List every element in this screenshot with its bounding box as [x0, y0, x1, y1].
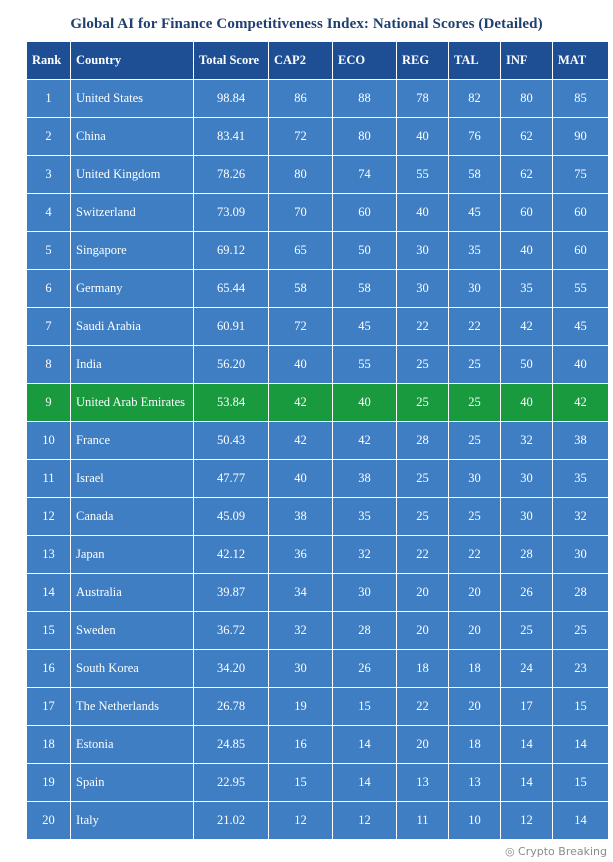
rank-cell: 9 [27, 384, 71, 422]
cap2-cell: 19 [269, 688, 333, 726]
mat-cell: 23 [553, 650, 609, 688]
rank-cell: 5 [27, 232, 71, 270]
eco-cell: 55 [333, 346, 397, 384]
mat-cell: 38 [553, 422, 609, 460]
header-country: Country [71, 42, 194, 80]
total-score-cell: 34.20 [194, 650, 269, 688]
inf-cell: 40 [501, 232, 553, 270]
eco-cell: 50 [333, 232, 397, 270]
country-cell: United Kingdom [71, 156, 194, 194]
eco-cell: 40 [333, 384, 397, 422]
table-row [27, 346, 609, 384]
cap2-cell: 80 [269, 156, 333, 194]
tal-cell: 25 [449, 384, 501, 422]
table-row [27, 688, 609, 726]
header-cap2: CAP2 [269, 42, 333, 80]
country-cell: Italy [71, 802, 194, 840]
rank-cell: 1 [27, 80, 71, 118]
reg-cell: 13 [397, 764, 449, 802]
total-score-cell: 78.26 [194, 156, 269, 194]
mat-cell: 32 [553, 498, 609, 536]
mat-cell: 42 [553, 384, 609, 422]
eco-cell: 45 [333, 308, 397, 346]
total-score-cell: 36.72 [194, 612, 269, 650]
country-cell: Canada [71, 498, 194, 536]
table-row [27, 422, 609, 460]
reg-cell: 30 [397, 232, 449, 270]
mat-cell: 28 [553, 574, 609, 612]
country-cell: France [71, 422, 194, 460]
rank-cell: 10 [27, 422, 71, 460]
tal-cell: 20 [449, 612, 501, 650]
scores-table [26, 41, 609, 840]
reg-cell: 11 [397, 802, 449, 840]
reg-cell: 25 [397, 346, 449, 384]
inf-cell: 62 [501, 156, 553, 194]
reg-cell: 28 [397, 422, 449, 460]
country-cell: India [71, 346, 194, 384]
mat-cell: 90 [553, 118, 609, 156]
cap2-cell: 32 [269, 612, 333, 650]
mat-cell: 45 [553, 308, 609, 346]
mat-cell: 85 [553, 80, 609, 118]
table-row [27, 308, 609, 346]
cap2-cell: 12 [269, 802, 333, 840]
country-cell: United Arab Emirates [71, 384, 194, 422]
table-row [27, 498, 609, 536]
tal-cell: 18 [449, 650, 501, 688]
cap2-cell: 42 [269, 384, 333, 422]
mat-cell: 15 [553, 688, 609, 726]
mat-cell: 60 [553, 232, 609, 270]
rank-cell: 2 [27, 118, 71, 156]
country-cell: Germany [71, 270, 194, 308]
cap2-cell: 15 [269, 764, 333, 802]
reg-cell: 22 [397, 308, 449, 346]
total-score-cell: 53.84 [194, 384, 269, 422]
header-inf: INF [501, 42, 553, 80]
reg-cell: 20 [397, 612, 449, 650]
eco-cell: 28 [333, 612, 397, 650]
cap2-cell: 86 [269, 80, 333, 118]
cap2-cell: 36 [269, 536, 333, 574]
cap2-cell: 72 [269, 118, 333, 156]
total-score-cell: 73.09 [194, 194, 269, 232]
tal-cell: 25 [449, 422, 501, 460]
watermark-text: Crypto Breaking [518, 845, 607, 858]
eco-cell: 32 [333, 536, 397, 574]
eco-cell: 58 [333, 270, 397, 308]
inf-cell: 12 [501, 802, 553, 840]
reg-cell: 40 [397, 194, 449, 232]
tal-cell: 25 [449, 346, 501, 384]
inf-cell: 50 [501, 346, 553, 384]
cap2-cell: 38 [269, 498, 333, 536]
total-score-cell: 47.77 [194, 460, 269, 498]
eco-cell: 14 [333, 764, 397, 802]
total-score-cell: 60.91 [194, 308, 269, 346]
table-row [27, 612, 609, 650]
total-score-cell: 45.09 [194, 498, 269, 536]
reg-cell: 18 [397, 650, 449, 688]
total-score-cell: 22.95 [194, 764, 269, 802]
country-cell: South Korea [71, 650, 194, 688]
mat-cell: 14 [553, 802, 609, 840]
rank-cell: 8 [27, 346, 71, 384]
cap2-cell: 16 [269, 726, 333, 764]
cap2-cell: 42 [269, 422, 333, 460]
header-row [27, 42, 609, 80]
header-eco: ECO [333, 42, 397, 80]
country-cell: Singapore [71, 232, 194, 270]
eco-cell: 15 [333, 688, 397, 726]
mat-cell: 40 [553, 346, 609, 384]
cap2-cell: 70 [269, 194, 333, 232]
eco-cell: 26 [333, 650, 397, 688]
country-cell: Israel [71, 460, 194, 498]
inf-cell: 26 [501, 574, 553, 612]
mat-cell: 30 [553, 536, 609, 574]
eco-cell: 38 [333, 460, 397, 498]
cap2-cell: 40 [269, 460, 333, 498]
table-row [27, 270, 609, 308]
inf-cell: 60 [501, 194, 553, 232]
table-row [27, 726, 609, 764]
wechat-icon: ◎ [504, 845, 515, 858]
rank-cell: 18 [27, 726, 71, 764]
table-row [27, 384, 609, 422]
inf-cell: 30 [501, 460, 553, 498]
header-mat: MAT [553, 42, 609, 80]
rank-cell: 4 [27, 194, 71, 232]
rank-cell: 19 [27, 764, 71, 802]
tal-cell: 76 [449, 118, 501, 156]
reg-cell: 40 [397, 118, 449, 156]
country-cell: Spain [71, 764, 194, 802]
eco-cell: 80 [333, 118, 397, 156]
rank-cell: 14 [27, 574, 71, 612]
mat-cell: 25 [553, 612, 609, 650]
table-row [27, 650, 609, 688]
country-cell: China [71, 118, 194, 156]
inf-cell: 17 [501, 688, 553, 726]
cap2-cell: 72 [269, 308, 333, 346]
tal-cell: 58 [449, 156, 501, 194]
reg-cell: 22 [397, 536, 449, 574]
eco-cell: 14 [333, 726, 397, 764]
country-cell: Sweden [71, 612, 194, 650]
tal-cell: 30 [449, 460, 501, 498]
rank-cell: 15 [27, 612, 71, 650]
tal-cell: 13 [449, 764, 501, 802]
inf-cell: 35 [501, 270, 553, 308]
rank-cell: 20 [27, 802, 71, 840]
eco-cell: 12 [333, 802, 397, 840]
eco-cell: 42 [333, 422, 397, 460]
total-score-cell: 56.20 [194, 346, 269, 384]
mat-cell: 55 [553, 270, 609, 308]
table-row [27, 802, 609, 840]
inf-cell: 24 [501, 650, 553, 688]
total-score-cell: 42.12 [194, 536, 269, 574]
rank-cell: 7 [27, 308, 71, 346]
inf-cell: 14 [501, 726, 553, 764]
header-reg: REG [397, 42, 449, 80]
mat-cell: 15 [553, 764, 609, 802]
reg-cell: 25 [397, 498, 449, 536]
cap2-cell: 30 [269, 650, 333, 688]
header-tal: TAL [449, 42, 501, 80]
inf-cell: 40 [501, 384, 553, 422]
table-row [27, 80, 609, 118]
watermark [505, 845, 607, 858]
inf-cell: 25 [501, 612, 553, 650]
eco-cell: 30 [333, 574, 397, 612]
total-score-cell: 98.84 [194, 80, 269, 118]
total-score-cell: 21.02 [194, 802, 269, 840]
inf-cell: 28 [501, 536, 553, 574]
mat-cell: 35 [553, 460, 609, 498]
table-row [27, 232, 609, 270]
cap2-cell: 58 [269, 270, 333, 308]
eco-cell: 74 [333, 156, 397, 194]
tal-cell: 22 [449, 308, 501, 346]
table-row [27, 574, 609, 612]
country-cell: Australia [71, 574, 194, 612]
eco-cell: 88 [333, 80, 397, 118]
rank-cell: 12 [27, 498, 71, 536]
cap2-cell: 34 [269, 574, 333, 612]
eco-cell: 35 [333, 498, 397, 536]
eco-cell: 60 [333, 194, 397, 232]
mat-cell: 60 [553, 194, 609, 232]
inf-cell: 14 [501, 764, 553, 802]
rank-cell: 17 [27, 688, 71, 726]
total-score-cell: 39.87 [194, 574, 269, 612]
table-row [27, 460, 609, 498]
tal-cell: 35 [449, 232, 501, 270]
tal-cell: 20 [449, 574, 501, 612]
country-cell: Saudi Arabia [71, 308, 194, 346]
table-row [27, 118, 609, 156]
country-cell: Estonia [71, 726, 194, 764]
tal-cell: 25 [449, 498, 501, 536]
rank-cell: 13 [27, 536, 71, 574]
total-score-cell: 50.43 [194, 422, 269, 460]
cap2-cell: 40 [269, 346, 333, 384]
header-total-score: Total Score [194, 42, 269, 80]
total-score-cell: 26.78 [194, 688, 269, 726]
table-row [27, 764, 609, 802]
tal-cell: 82 [449, 80, 501, 118]
table-title: Global AI for Finance Competitiveness Index: National Scores (Detailed) [70, 16, 543, 32]
country-cell: United States [71, 80, 194, 118]
mat-cell: 75 [553, 156, 609, 194]
total-score-cell: 69.12 [194, 232, 269, 270]
rank-cell: 6 [27, 270, 71, 308]
reg-cell: 78 [397, 80, 449, 118]
inf-cell: 32 [501, 422, 553, 460]
country-cell: Japan [71, 536, 194, 574]
tal-cell: 20 [449, 688, 501, 726]
rank-cell: 11 [27, 460, 71, 498]
inf-cell: 30 [501, 498, 553, 536]
tal-cell: 18 [449, 726, 501, 764]
tal-cell: 45 [449, 194, 501, 232]
tal-cell: 30 [449, 270, 501, 308]
total-score-cell: 65.44 [194, 270, 269, 308]
cap2-cell: 65 [269, 232, 333, 270]
mat-cell: 14 [553, 726, 609, 764]
total-score-cell: 24.85 [194, 726, 269, 764]
reg-cell: 22 [397, 688, 449, 726]
tal-cell: 22 [449, 536, 501, 574]
table-row [27, 194, 609, 232]
reg-cell: 20 [397, 726, 449, 764]
reg-cell: 25 [397, 460, 449, 498]
header-rank: Rank [27, 42, 71, 80]
rank-cell: 16 [27, 650, 71, 688]
inf-cell: 80 [501, 80, 553, 118]
reg-cell: 30 [397, 270, 449, 308]
tal-cell: 10 [449, 802, 501, 840]
inf-cell: 42 [501, 308, 553, 346]
table-row [27, 156, 609, 194]
country-cell: The Netherlands [71, 688, 194, 726]
inf-cell: 62 [501, 118, 553, 156]
country-cell: Switzerland [71, 194, 194, 232]
rank-cell: 3 [27, 156, 71, 194]
table-row [27, 536, 609, 574]
reg-cell: 25 [397, 384, 449, 422]
reg-cell: 20 [397, 574, 449, 612]
reg-cell: 55 [397, 156, 449, 194]
total-score-cell: 83.41 [194, 118, 269, 156]
